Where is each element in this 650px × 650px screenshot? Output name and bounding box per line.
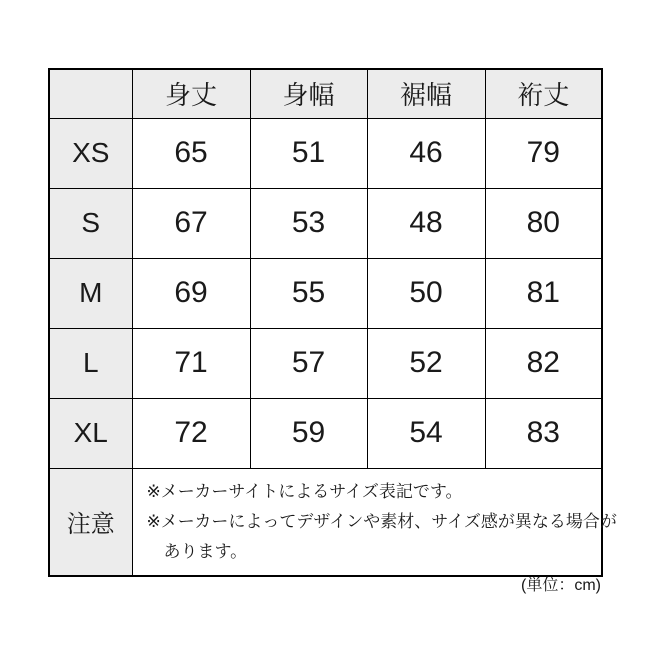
value-cell: 53 — [250, 188, 367, 258]
notice-row — [49, 468, 602, 576]
value-cell: 57 — [250, 328, 367, 398]
value-cell: 48 — [367, 188, 485, 258]
row-label-s: S — [49, 188, 132, 258]
column-header-sleeve-length: 裄丈 — [485, 69, 602, 118]
column-header-hem-width: 裾幅 — [367, 69, 485, 118]
notice-line-2: ※メーカーによってデザインや素材、サイズ感が異なる場合が — [146, 511, 617, 531]
corner-cell — [49, 69, 132, 118]
value-cell: 46 — [367, 118, 485, 188]
size-chart-table — [48, 68, 617, 577]
value-cell: 50 — [367, 258, 485, 328]
notice-cell — [132, 468, 617, 576]
notice-line-1: ※メーカーサイトによるサイズ表記です。 — [146, 481, 463, 501]
value-cell: 83 — [485, 398, 602, 468]
value-cell: 52 — [367, 328, 485, 398]
value-cell: 72 — [132, 398, 250, 468]
value-cell: 79 — [485, 118, 602, 188]
table-row-l — [49, 328, 602, 398]
column-header-body-width: 身幅 — [250, 69, 367, 118]
column-header-body-length: 身丈 — [132, 69, 250, 118]
table-row-s — [49, 188, 602, 258]
table-row-m — [49, 258, 602, 328]
value-cell: 80 — [485, 188, 602, 258]
table-row-xs — [49, 118, 602, 188]
value-cell: 65 — [132, 118, 250, 188]
notice-label: 注意 — [49, 468, 132, 576]
row-label-xl: XL — [49, 398, 132, 468]
value-cell: 71 — [132, 328, 250, 398]
value-cell: 69 — [132, 258, 250, 328]
value-cell: 67 — [132, 188, 250, 258]
value-cell: 59 — [250, 398, 367, 468]
row-label-m: M — [49, 258, 132, 328]
value-cell: 81 — [485, 258, 602, 328]
value-cell: 51 — [250, 118, 367, 188]
value-cell: 55 — [250, 258, 367, 328]
notice-line-3: あります。 — [163, 541, 248, 561]
table-row-xl — [49, 398, 602, 468]
value-cell: 82 — [485, 328, 602, 398]
row-label-l: L — [49, 328, 132, 398]
value-cell: 54 — [367, 398, 485, 468]
table-header-row — [49, 69, 602, 118]
unit-label: (単位：cm) — [521, 577, 601, 594]
row-label-xs: XS — [49, 118, 132, 188]
